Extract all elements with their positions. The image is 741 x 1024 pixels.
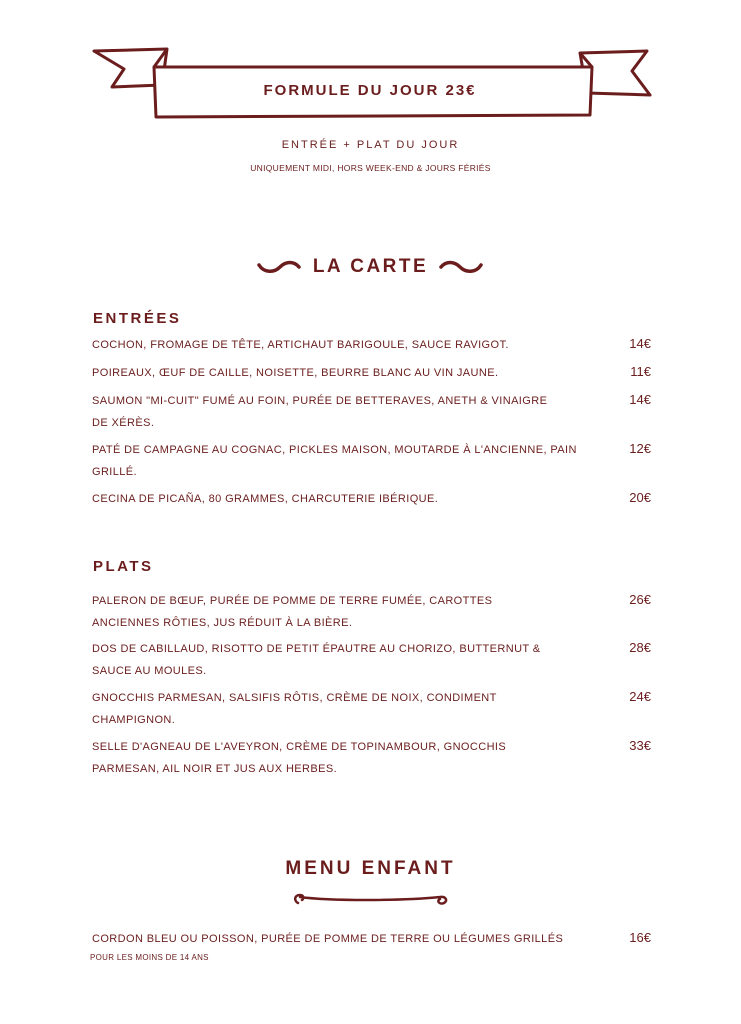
formule-title: FORMULE DU JOUR 23€ bbox=[263, 82, 477, 99]
entree-price: 14€ bbox=[629, 392, 651, 407]
entree-price: 12€ bbox=[629, 441, 651, 456]
plat-price: 33€ bbox=[629, 738, 651, 753]
plat-price: 24€ bbox=[629, 689, 651, 704]
entree-item: POIREAUX, ŒUF DE CAILLE, NOISETTE, BEURRE BLANC AU VIN JAUNE. bbox=[92, 367, 499, 379]
plat-price: 28€ bbox=[629, 640, 651, 655]
entree-price: 11€ bbox=[630, 364, 651, 379]
entree-price: 14€ bbox=[629, 336, 651, 351]
entree-item: PATÉ DE CAMPAGNE AU COGNAC, PICKLES MAISON, MOUTARDE À L'ANCIENNE, PAIN GRILLÉ. bbox=[92, 444, 577, 478]
plat-price: 26€ bbox=[629, 592, 651, 607]
enfant-item: CORDON BLEU OU POISSON, PURÉE DE POMME DE TERRE OU LÉGUMES GRILLÉS bbox=[92, 933, 564, 945]
entree-item: SAUMON "MI-CUIT" FUMÉ AU FOIN, PURÉE DE BETTERAVES, ANETH & VINAIGRE DE XÉRÈS. bbox=[92, 395, 548, 429]
plat-item: PALERON DE BŒUF, PURÉE DE POMME DE TERRE FUMÉE, CAROTTES ANCIENNES RÔTIES, JUS RÉDUIT À LA BIÈRE. bbox=[92, 595, 493, 629]
plats-title: PLATS bbox=[93, 558, 154, 575]
plat-item: DOS DE CABILLAUD, RISOTTO DE PETIT ÉPAUTRE AU CHORIZO, BUTTERNUT & SAUCE AU MOULES. bbox=[92, 643, 541, 677]
entree-price: 20€ bbox=[629, 490, 651, 505]
enfant-note: POUR LES MOINS DE 14 ANS bbox=[90, 953, 209, 962]
plat-item: GNOCCHIS PARMESAN, SALSIFIS RÔTIS, CRÈME DE NOIX, CONDIMENT CHAMPIGNON. bbox=[92, 692, 497, 726]
swirl-right-icon bbox=[438, 259, 484, 275]
plat-item: SELLE D'AGNEAU DE L'AVEYRON, CRÈME DE TOPINAMBOUR, GNOCCHIS PARMESAN, AIL NOIR ET JUS AUX HERBES. bbox=[92, 741, 507, 775]
enfant-price: 16€ bbox=[629, 930, 651, 945]
carte-title: LA CARTE bbox=[312, 256, 429, 277]
formule-note: UNIQUEMENT MIDI, HORS WEEK-END & JOURS FÉRIÉS bbox=[250, 163, 491, 173]
formule-subtitle: ENTRÉE + PLAT DU JOUR bbox=[281, 139, 460, 151]
entree-item: COCHON, FROMAGE DE TÊTE, ARTICHAUT BARIGOULE, SAUCE RAVIGOT. bbox=[92, 339, 509, 351]
entrees-title: ENTRÉES bbox=[93, 310, 182, 327]
enfant-title: MENU ENFANT bbox=[285, 858, 456, 879]
entree-item: CECINA DE PICAÑA, 80 GRAMMES, CHARCUTERIE IBÉRIQUE. bbox=[92, 493, 439, 505]
flourish-icon bbox=[290, 889, 452, 909]
